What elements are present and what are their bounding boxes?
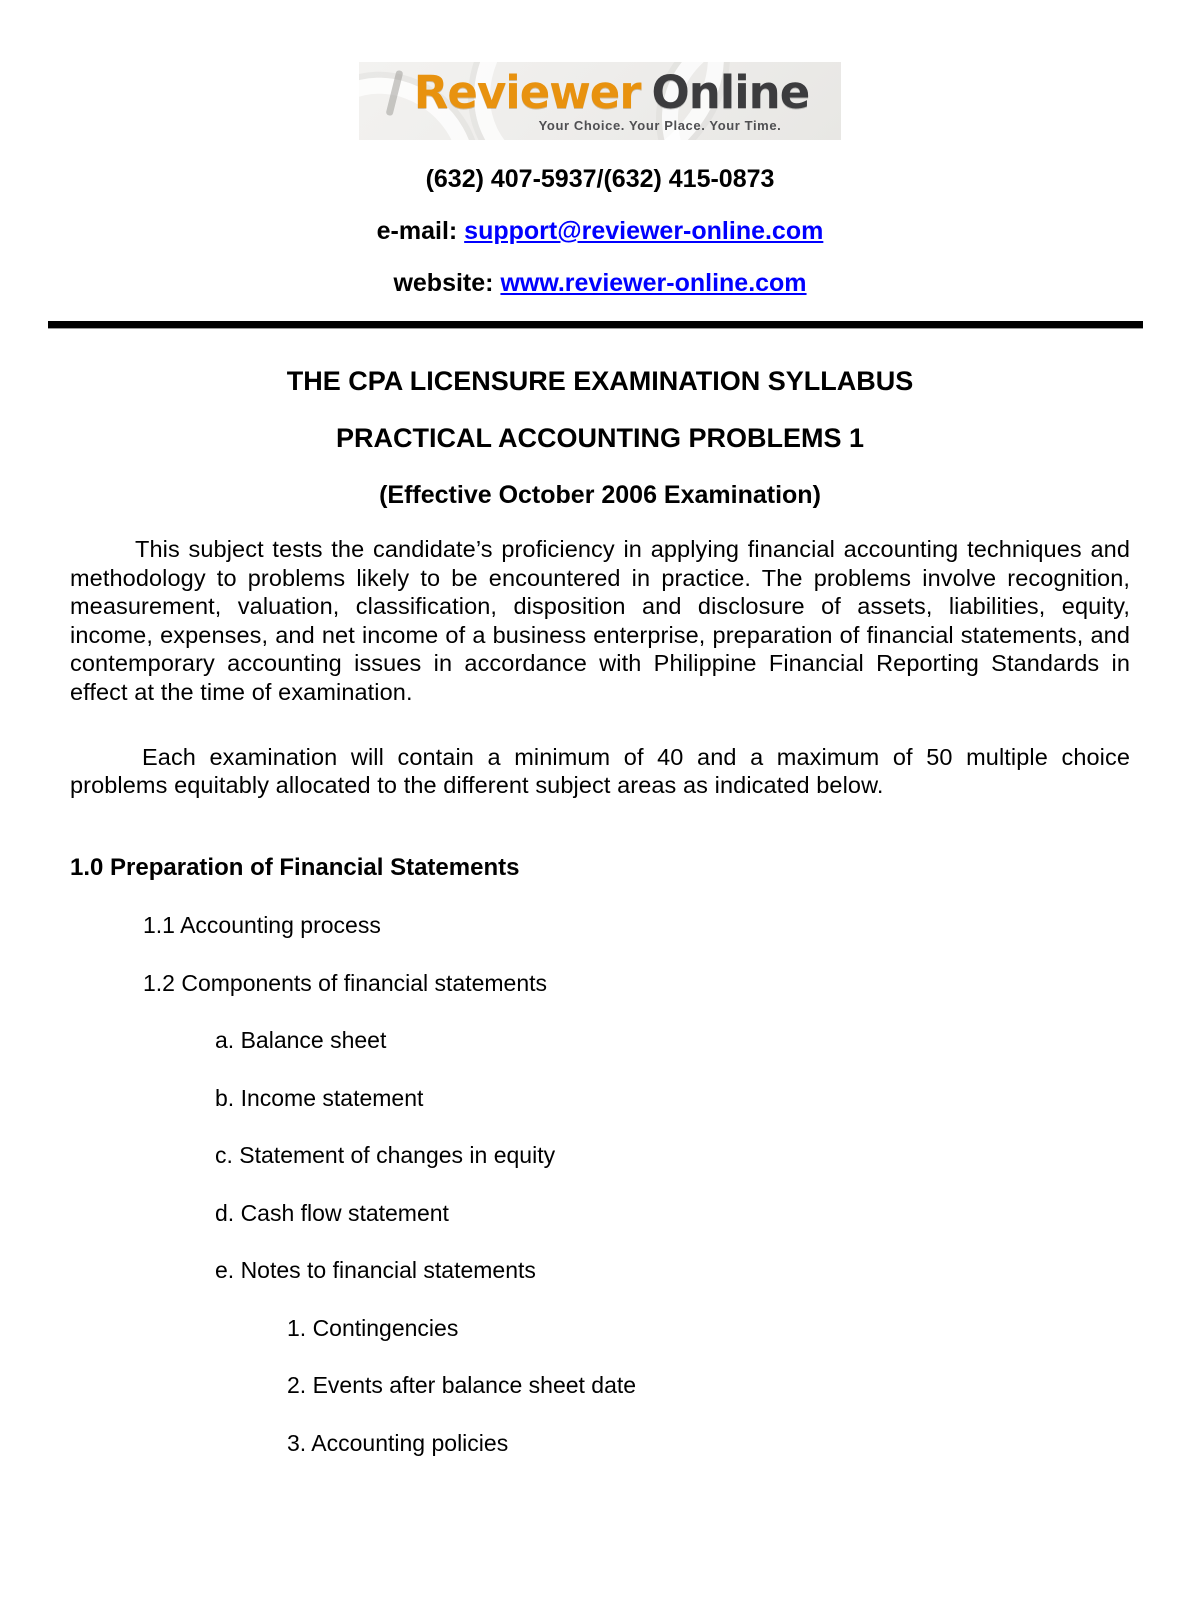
logo-brand-primary: Reviewer xyxy=(413,65,641,119)
effective-date-note: (Effective October 2006 Examination) xyxy=(379,481,821,509)
outline-item: c. Statement of changes in equity xyxy=(215,1142,556,1169)
outline-item: 1. Contingencies xyxy=(287,1314,459,1341)
website-label: website: xyxy=(393,269,501,297)
outline-item: 3. Accounting policies xyxy=(287,1429,509,1456)
logo-tagline: Your Choice. Your Place. Your Time. xyxy=(538,117,782,133)
syllabus-outline xyxy=(70,854,1200,1457)
outline-item: 1.1 Accounting process xyxy=(143,912,381,939)
logo xyxy=(359,62,841,140)
document-titles xyxy=(0,366,1200,509)
logo-content xyxy=(359,62,841,140)
intro-paragraph: This subject tests the candidate’s proficiency in applying financial accounting techniques and methodology to problems likely to be encountered in practice. The problems involve recognition, measurement, valuation, classification, disposition and disclosure of assets, liabilities, equity, income, expenses, and net income of a business enterprise, preparation of financial statements, and contemporary accounting issues in accordance with Philippine Financial Reporting Standards in effect at the time of examination. xyxy=(70,536,1130,705)
document-subtitle: PRACTICAL ACCOUNTING PROBLEMS 1 xyxy=(335,423,865,453)
phone-numbers: (632) 407-5937/(632) 415-0873 xyxy=(425,165,775,193)
exam-format-paragraph: Each examination will contain a minimum of 40 and a maximum of 50 multiple choice problems equitably allocated to the different subject areas as indicated below. xyxy=(70,743,1130,799)
section-heading: 1.0 Preparation of Financial Statements xyxy=(70,853,520,881)
horizontal-divider xyxy=(48,321,1143,329)
email-link[interactable]: support@reviewer-online.com xyxy=(464,217,824,245)
email-label: e-mail: xyxy=(376,217,465,245)
outline-item: e. Notes to financial statements xyxy=(215,1257,536,1284)
website-line xyxy=(0,269,1200,297)
body-text xyxy=(70,535,1130,800)
outline-item: b. Income statement xyxy=(215,1084,424,1111)
logo-brand-secondary: Online xyxy=(651,65,810,119)
document-title: THE CPA LICENSURE EXAMINATION SYLLABUS xyxy=(286,366,914,396)
logo-slash-icon xyxy=(385,69,403,115)
email-line xyxy=(0,217,1200,245)
website-link[interactable]: www.reviewer-online.com xyxy=(500,269,807,297)
outline-item: 1.2 Components of financial statements xyxy=(143,969,548,996)
outline-item: 2. Events after balance sheet date xyxy=(287,1372,637,1399)
outline-item: a. Balance sheet xyxy=(215,1027,387,1054)
contact-block xyxy=(0,165,1200,297)
outline-item: d. Cash flow statement xyxy=(215,1199,449,1226)
